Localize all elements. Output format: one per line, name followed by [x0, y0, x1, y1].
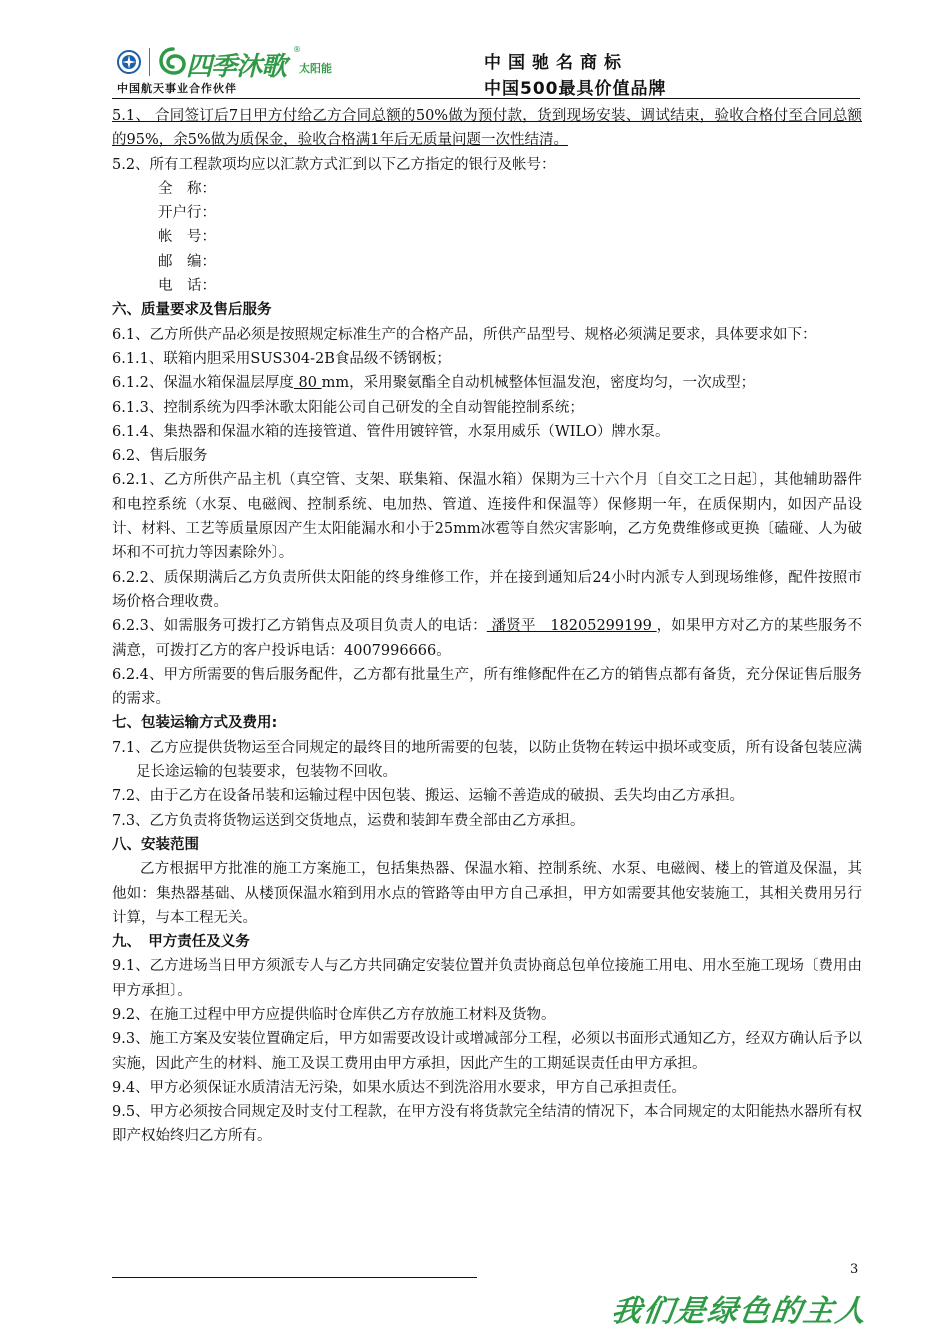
section-heading-8: 八、安装范围 [112, 836, 199, 853]
clause-6-2-3 [112, 614, 862, 663]
clause-7-2: 7.2、由于乙方在设备吊装和运输过程中因包装、搬运、运输不善造成的破损、丢失均由乙方承担。 [112, 788, 745, 805]
clause-6-1-1: 6.1.1、联箱内胆采用SUS304-2B食品级不锈钢板； [112, 350, 451, 367]
brand-suffix: 太阳能 [299, 62, 332, 75]
clause-7-3: 7.3、乙方负责将货物运送到交货地点，运费和装卸车费全部由乙方承担。 [112, 812, 585, 829]
clause-5-1: 5.1、 合同签订后7日甲方付给乙方合同总额的50%做为预付款，货到现场安装、调试结束，验收合格付至合同总额的95%，余5%做为质保金，验收合格满1年后无质量问题一次性结清。 [112, 108, 862, 149]
swirl-logo-icon [158, 46, 188, 76]
clause-6-2-3-lead: 6.2.3、如需服务可拨打乙方销售点及项目负责人的电话： [112, 618, 487, 635]
clause-9-1: 9.1、乙方进场当日甲方须派专人与乙方共同确定安装位置并负责协商总包单位接施工用电、用水至施工现场〔费用由甲方承担〕。 [112, 958, 862, 999]
clause-6-1: 6.1、乙方所供产品必须是按照规定标准生产的合格产品，所供产品型号、规格必须满足要求，具体要求如下： [112, 326, 817, 343]
slogan-line-2: 中国500最具价值品牌 [484, 79, 667, 99]
section-heading-6: 六、质量要求及售后服务 [112, 302, 272, 319]
aerospace-emblem-icon [117, 50, 141, 74]
clause-7-1: 7.1、乙方应提供货物运至合同规定的最终目的地所需要的包装，以防止货物在转运中损坏或变质，所有设备包装应满足长途运输的包装要求，包装物不回收。 [112, 739, 862, 781]
clause-6-2-2: 6.2.2、质保期满后乙方负责所供太阳能的终身维修工作，并在接到通知后24小时内派专人到现场维修，配件按照市场价格合理收费。 [112, 569, 862, 610]
insulation-thickness-value: 80 [293, 375, 322, 392]
bank-field-name: 全 称： [158, 180, 216, 197]
clause-6-2-1: 6.2.1、乙方所供产品主机（真空管、支架、联集箱、保温水箱）保期为三十六个月〔自交工之日起〕，其他辅助器件和电控系统（水泵、电磁阀、控制系统、电加热、管道、连接件和保温等）保修期一年，在质保期内，如因产品设计、材料、工艺等质量原因产生太阳能漏水和小于25mm冰雹等自然灾害影响，乙方免费维修或更换〔磕碰、人为破坏和不可抗力等因素除外〕。 [112, 472, 862, 562]
section-heading-7: 七、包装运输方式及费用: [112, 715, 278, 732]
clause-6-2-3-rest: ，如果甲方对乙方的某些服务不满意，可拨打乙方的客户投诉电话：4007996666。 [112, 618, 862, 659]
clause-6-2: 6.2、售后服务 [112, 448, 208, 465]
bank-field-postcode: 邮 编： [158, 253, 216, 270]
clause-5-2: 5.2、所有工程款项均应以汇款方式汇到以下乙方指定的银行及帐号： [112, 156, 556, 173]
footer-tagline: 我们是绿色的主人 [609, 1294, 870, 1329]
logo-divider [149, 48, 150, 76]
clause-8: 乙方根据甲方批准的施工方案施工，包括集热器、保温水箱、控制系统、水泵、电磁阀、楼上的管道及保温，其他如：集热器基础、从楼顶保温水箱到用水点的管路等由甲方自己承担，甲方如需要其他安装施工，其相关费用另行计算，与本工程无关。 [112, 861, 862, 926]
bank-field-account: 帐 号： [158, 229, 216, 246]
clause-6-1-4: 6.1.4、集热器和保温水箱的连接管道、管件用镀锌管，水泵用威乐（WILO）牌水泵。 [112, 423, 670, 440]
clause-6-2-4: 6.2.4、甲方所需要的售后服务配件，乙方都有批量生产，所有维修配件在乙方的销售点都有备货，充分保证售后服务的需求。 [112, 666, 862, 708]
bank-field-branch: 开户行： [158, 205, 216, 222]
clause-9-5: 9.5、甲方必须按合同规定及时支付工程款，在甲方没有将货款完全结清的情况下，本合同规定的太阳能热水器所有权即产权始终归乙方所有。 [112, 1104, 862, 1145]
page-header [112, 40, 860, 98]
bank-field-phone: 电 话： [158, 278, 216, 295]
clause-6-1-2 [112, 371, 862, 395]
header-rule [112, 98, 860, 99]
footer-rule [112, 1277, 477, 1278]
brand-name: 四季沐歌 [186, 52, 287, 82]
section-heading-9: 九、 甲方责任及义务 [112, 934, 250, 951]
clause-6-1-3: 6.1.3、控制系统为四季沐歌太阳能公司自己研发的全自动智能控制系统； [112, 399, 584, 416]
clause-9-3: 9.3、施工方案及安装位置确定后，甲方如需要改设计或增减部分工程，必须以书面形式通知乙方，经双方确认后予以实施，因此产生的材料、施工及误工费用由甲方承担，因此产生的工期延误责任由甲方承担。 [112, 1031, 862, 1072]
slogan-line-1: 中国驰名商标 [484, 53, 628, 73]
clause-9-4: 9.4、甲方必须保证水质清洁无污染，如果水质达不到洗浴用水要求，甲方自己承担责任。 [112, 1079, 687, 1096]
clause-6-1-2-rest: mm，采用聚氨酯全自动机械整体恒温发泡，密度均匀，一次成型； [321, 375, 756, 392]
contract-body [112, 104, 862, 1149]
page-number: 3 [850, 1262, 859, 1277]
clause-9-2: 9.2、在施工过程中甲方应提供临时仓库供乙方存放施工材料及货物。 [112, 1006, 556, 1023]
partner-caption: 中国航天事业合作伙伴 [117, 82, 237, 95]
service-contact: 潘贤平 18205299199 [486, 618, 657, 635]
registered-mark: ® [293, 45, 301, 54]
clause-6-1-2-lead: 6.1.2、保温水箱保温层厚度 [112, 375, 294, 392]
